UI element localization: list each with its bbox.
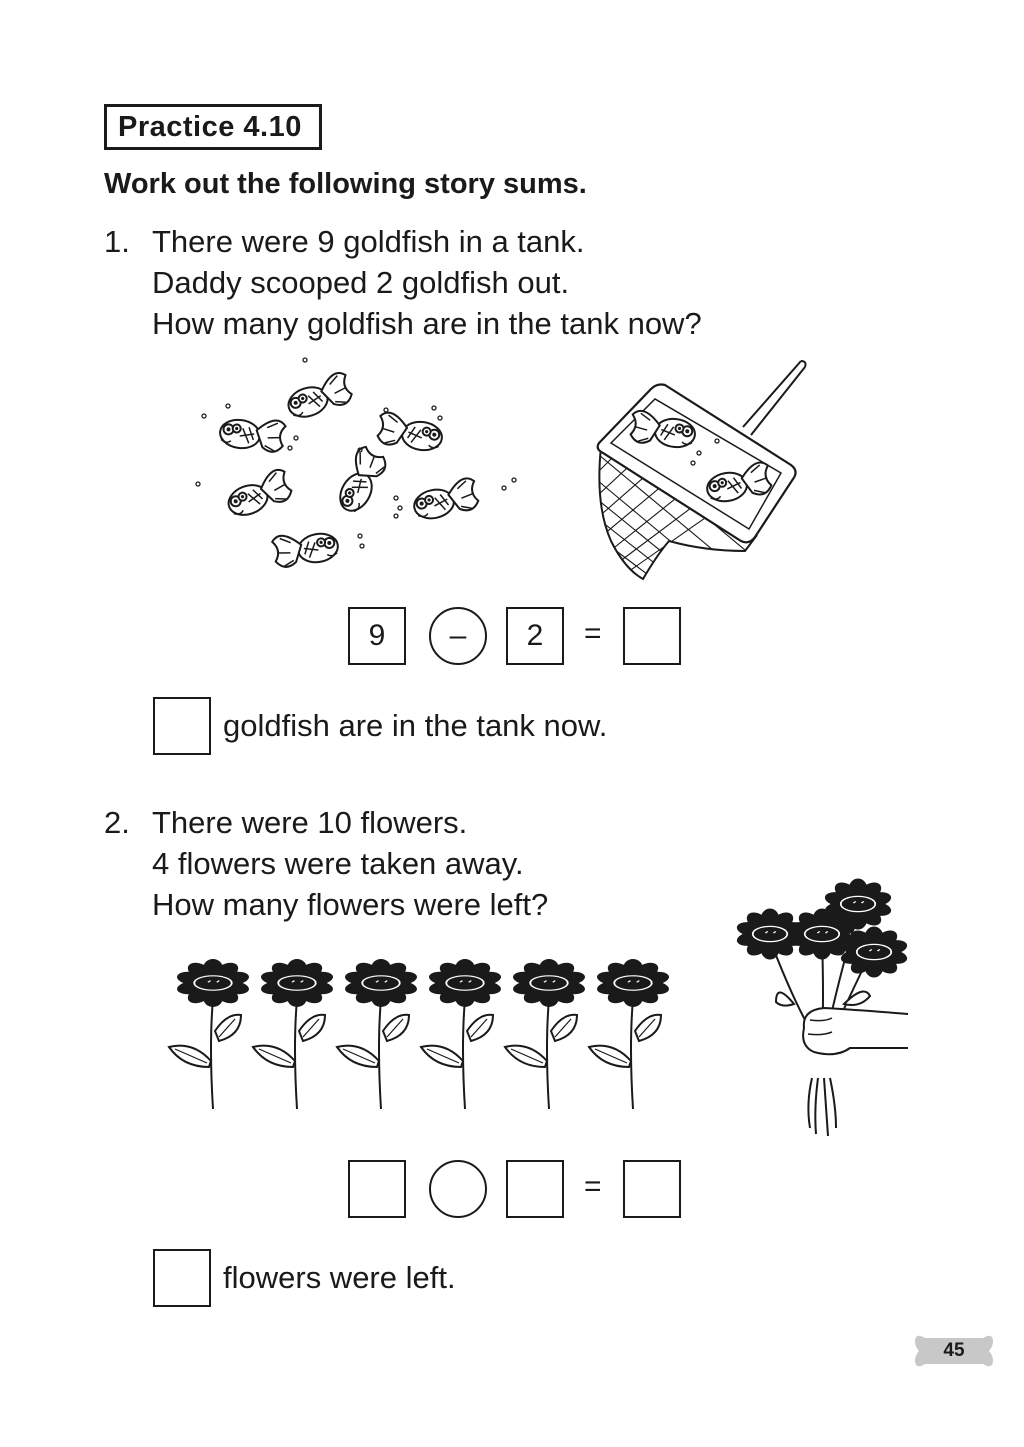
question-1-line-1: There were 9 goldfish in a tank. — [152, 224, 585, 259]
goldfish-icon — [223, 468, 294, 520]
equation-2-first-number-box[interactable] — [348, 1160, 406, 1218]
flower-icon — [505, 959, 588, 1109]
equation-1-equals-sign: = — [584, 617, 602, 650]
flower-bouquet-icon — [734, 879, 909, 1137]
question-2-number: 2. — [104, 805, 130, 840]
question-1-line-3: How many goldfish are in the tank now? — [152, 306, 702, 341]
fishing-net-icon — [555, 361, 806, 595]
answer-1-box[interactable] — [153, 697, 211, 755]
fishing-net-illustration — [595, 355, 810, 585]
flower-bouquet-illustration — [740, 878, 910, 1140]
question-2-line-3: How many flowers were left? — [152, 887, 549, 922]
question-1-line-2: Daddy scooped 2 goldfish out. — [152, 265, 570, 300]
equation-1-second-number-box[interactable]: 2 — [506, 607, 564, 665]
goldfish-icon — [330, 445, 390, 517]
goldfish-icon — [271, 526, 340, 569]
page-title: Practice 4.10 — [104, 104, 322, 150]
goldfish-icon — [411, 477, 480, 522]
page-number-badge — [913, 1332, 995, 1370]
equation-2-operator-circle[interactable] — [429, 1160, 487, 1218]
flower-icon — [589, 959, 672, 1109]
flower-icon — [337, 959, 420, 1109]
flower-row-illustration — [175, 955, 695, 1115]
flower-icon — [169, 959, 252, 1109]
question-1-number: 1. — [104, 224, 130, 259]
equation-2-equals-sign: = — [584, 1170, 602, 1203]
equation-1-first-number-box[interactable]: 9 — [348, 607, 406, 665]
answer-2-box[interactable] — [153, 1249, 211, 1307]
goldfish-icon — [283, 371, 354, 422]
equation-1-operator-circle[interactable]: – — [429, 607, 487, 665]
equation-2-second-number-box[interactable] — [506, 1160, 564, 1218]
goldfish-group-illustration — [190, 350, 530, 590]
answer-2-sentence: flowers were left. — [223, 1260, 456, 1295]
flower-icon — [421, 959, 504, 1109]
goldfish-icon — [376, 412, 444, 453]
page-number: 45 — [943, 1340, 965, 1361]
question-2-line-2: 4 flowers were taken away. — [152, 846, 524, 881]
question-2-line-1: There were 10 flowers. — [152, 805, 468, 840]
flower-icon — [253, 959, 336, 1109]
equation-2-result-box[interactable] — [623, 1160, 681, 1218]
equation-1-result-box[interactable] — [623, 607, 681, 665]
answer-1-sentence: goldfish are in the tank now. — [223, 708, 608, 743]
goldfish-icon — [218, 413, 286, 454]
instruction-text: Work out the following story sums. — [104, 168, 587, 200]
